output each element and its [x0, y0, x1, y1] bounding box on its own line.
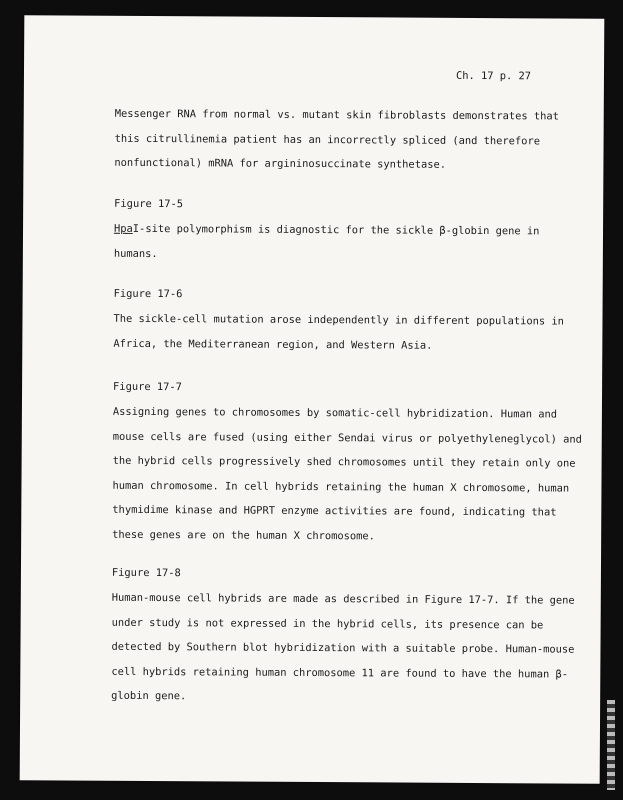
text-line: nonfunctional) mRNA for argininosuccinate synthetase.: [114, 156, 447, 171]
text-line: globin gene.: [111, 689, 187, 703]
intro-paragraph: [114, 108, 564, 184]
text-line: cell hybrids retaining human chromosome 11 are found to have the human β-: [111, 665, 569, 681]
figure-17-5-title: Figure 17-5: [114, 197, 184, 211]
figure-17-6-title: Figure 17-6: [113, 287, 183, 301]
text-line: detected by Southern blot hybridization with a suitable probe. Human-mouse: [111, 640, 575, 656]
text-line: human chromosome. In cell hybrids retaining the human X chromosome, human: [112, 479, 570, 495]
text-line-rest: I-site polymorphism is diagnostic for the sickle β-globin gene in: [132, 222, 540, 238]
text-line: Messenger RNA from normal vs. mutant skin fibroblasts demonstrates that: [114, 107, 559, 123]
text-line: thymidime kinase and HGPRT enzyme activities are found, indicating that: [112, 503, 557, 519]
figure-17-5-caption: [114, 223, 564, 275]
text-line: humans.: [113, 247, 158, 260]
text-line: Africa, the Mediterranean region, and Western Asia.: [113, 337, 433, 352]
text-line: these genes are on the human X chromosome.: [112, 528, 375, 542]
scan-edge-marks: [607, 700, 615, 790]
text-line: the hybrid cells progressively shed chromosomes until they retain only one: [112, 454, 576, 470]
text-line: The sickle-cell mutation arose independently in different populations in: [113, 312, 564, 328]
text-line: under study is not expressed in the hybrid cells, its presence can be: [111, 616, 544, 631]
text-line: mouse cells are fused (using either Sendai virus or polyethyleneglycol) and: [112, 430, 582, 446]
document-page: [20, 15, 605, 784]
page-header: Ch. 17 p. 27: [455, 69, 532, 83]
text-line: Human-mouse cell hybrids are made as described in Figure 17-7. If the gene: [111, 591, 575, 607]
text-line: Assigning genes to chromosomes by somatic-cell hybridization. Human and: [112, 405, 558, 421]
figure-17-8-caption: [111, 591, 575, 717]
hpa-underlined: Hpa: [114, 222, 133, 235]
figure-17-8-title: Figure 17-8: [111, 566, 181, 580]
figure-17-6-caption: [113, 313, 563, 365]
figure-17-7-title: Figure 17-7: [113, 380, 182, 394]
figure-17-7-caption: [112, 405, 582, 556]
text-line: [114, 223, 564, 250]
text-line: this citrullinemia patient has an incorrectly spliced (and therefore: [114, 132, 541, 147]
